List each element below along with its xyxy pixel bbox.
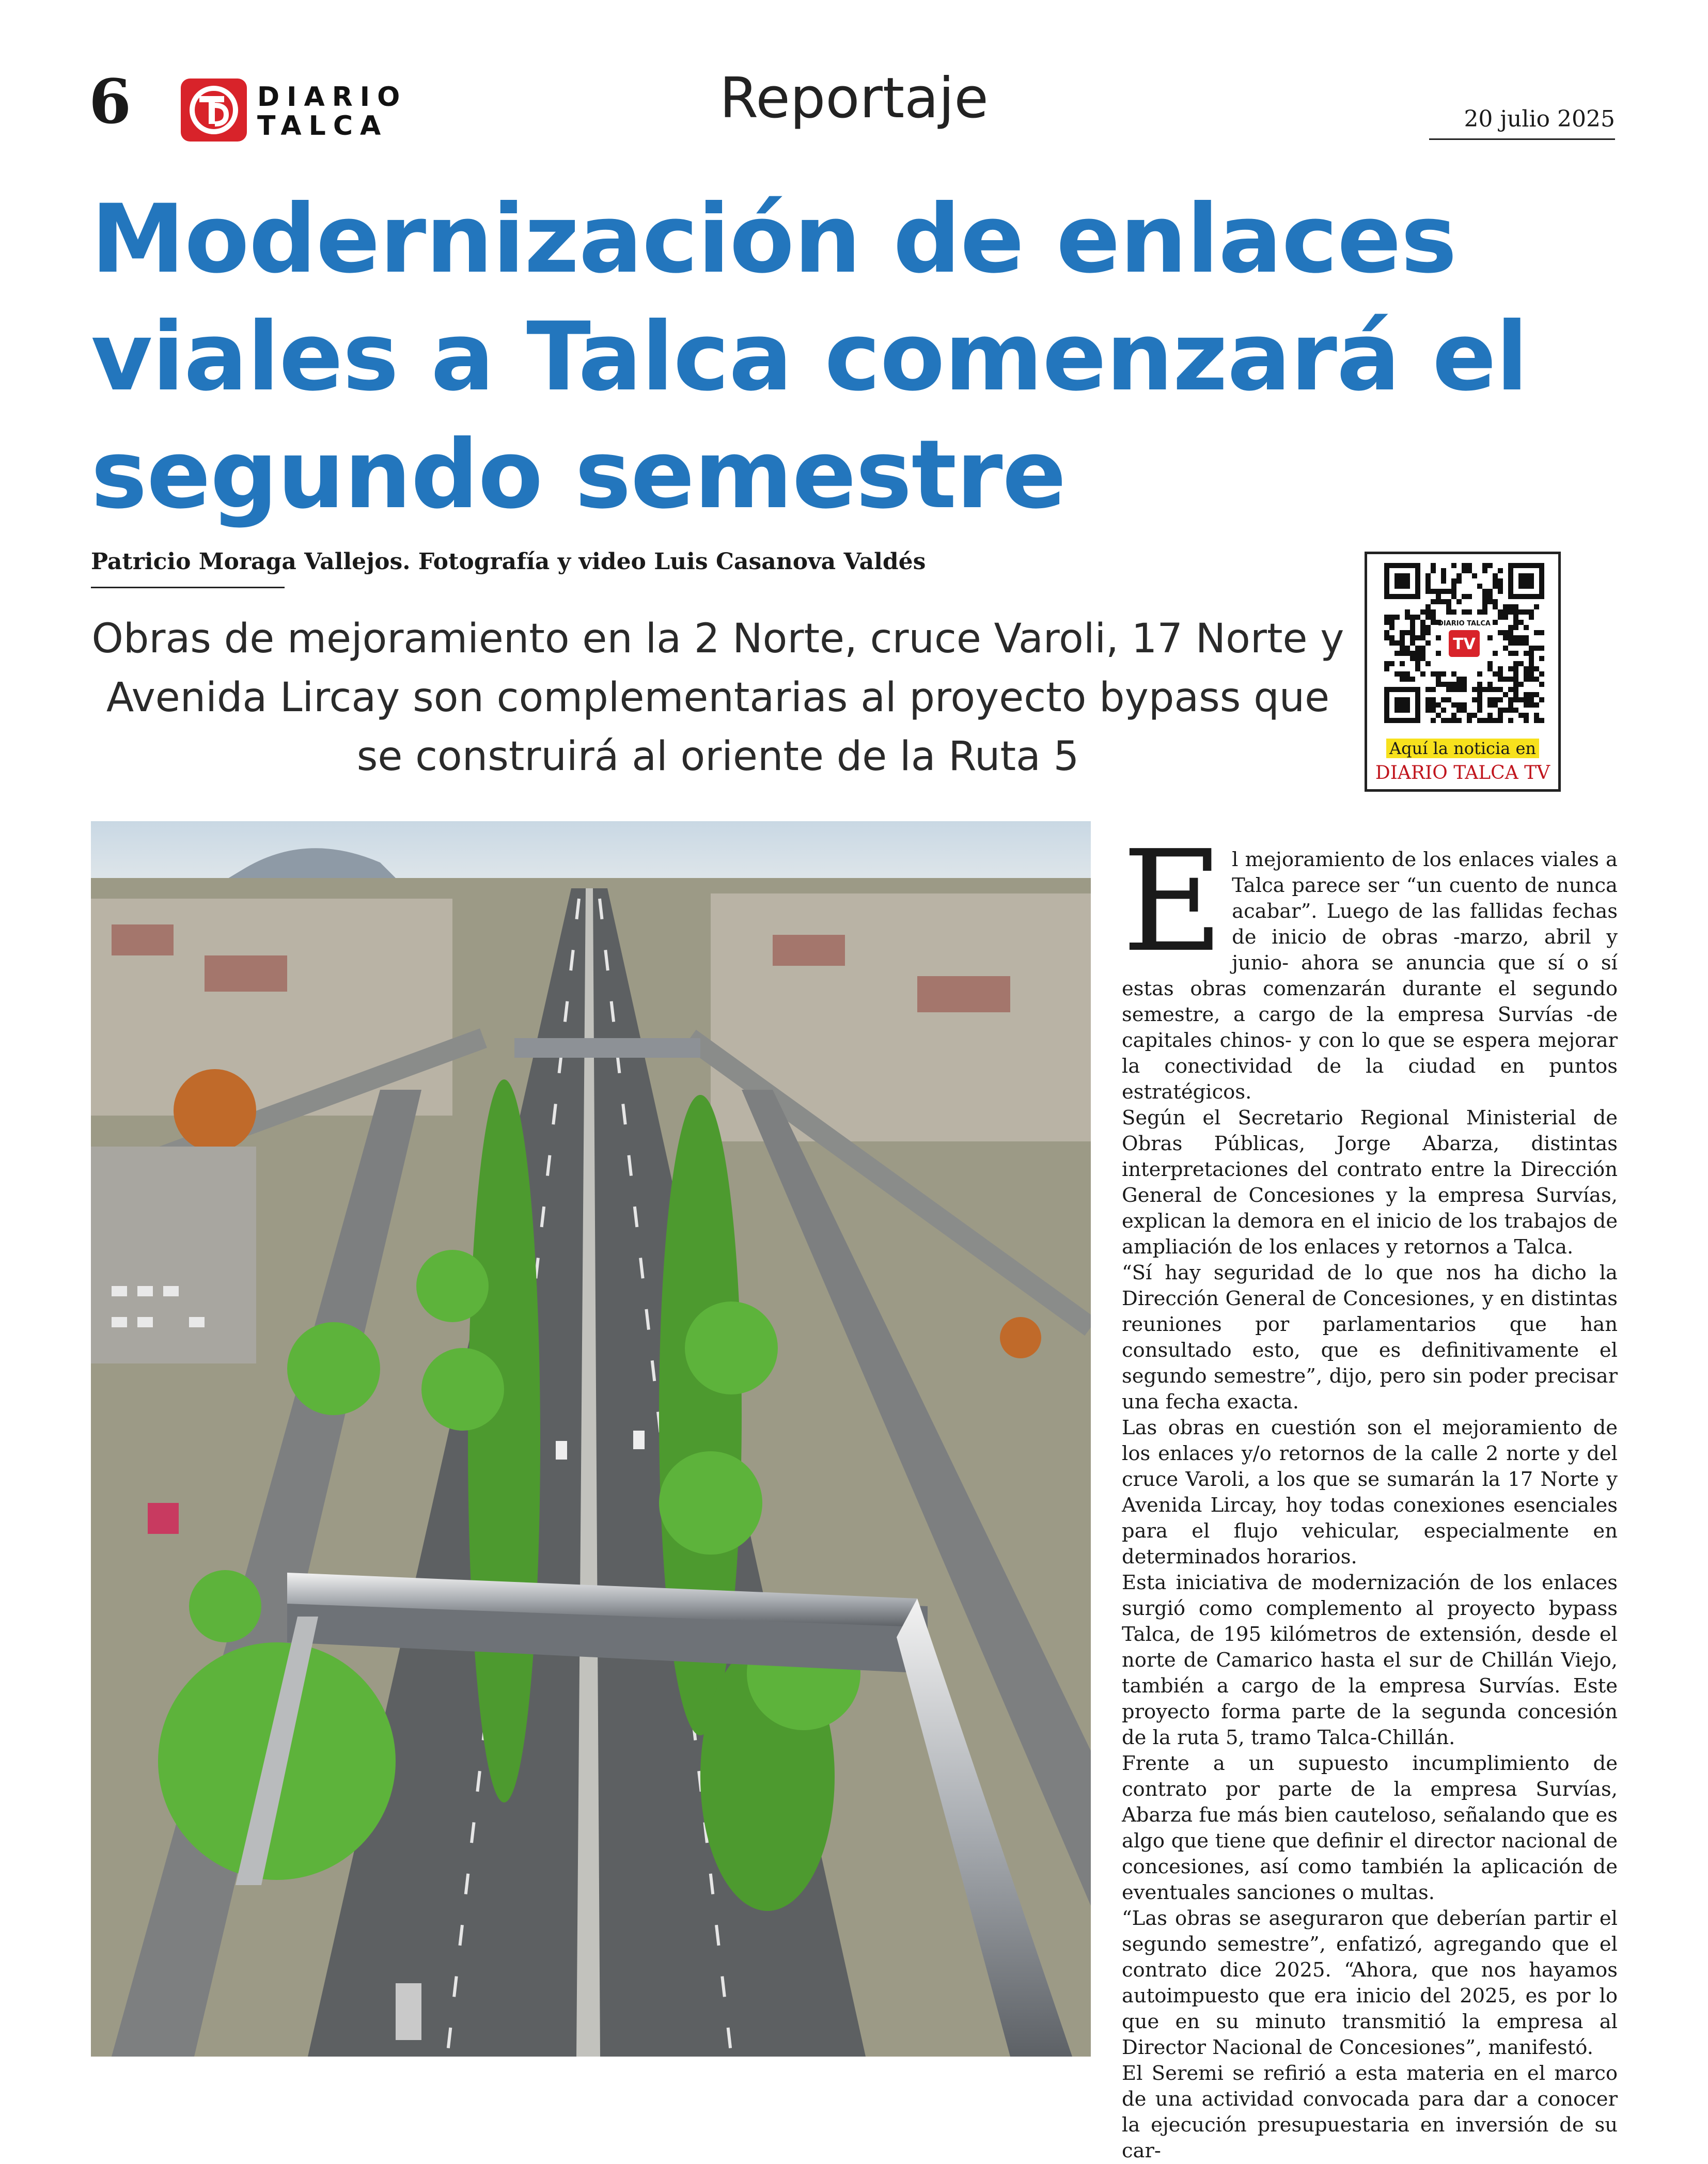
article-paragraph-1: l mejoramiento de los enlaces viales a Talca parece ser “un cuento de nunca acabar”. Luego de las fallidas fechas de inicio de obras -marzo, abril y junio- ahora se anuncia que sí o sí estas obras comenzarán durante el segundo semestre, a cargo de la empresa Survías -de capitales chinos- y con lo que se espera mejorar la conectividad de la ciudad en puntos estratégicos. (1122, 848, 1618, 1104)
qr-caption-highlight: Aquí la noticia en (1386, 739, 1539, 758)
qr-caption-line2[interactable]: DIARIO TALCA TV (1375, 762, 1550, 783)
article-paragraph-7: “Las obras se aseguraron que deberían partir el segundo semestre”, enfatizó, agregando que el contrato dice 2025. “Ahora, que nos hayamos autoimpuesto que era inicio del 2025, es por lo que en su minuto transmitió la empresa al Director Nacional de Concesiones”, manifestó. (1122, 1907, 1618, 2059)
article-paragraph-4: Las obras en cuestión son el mejoramiento de los enlaces y/o retornos de la calle 2 norte y del cruce Varoli, a los que se sumarán la 17 Norte y Avenida Lircay, hoy todas conexiones esenciales para el flujo vehicular, especialmente en determinados horarios. (1122, 1416, 1618, 1569)
qr-center-label: DIARIO TALCA (1438, 620, 1491, 628)
article-paragraph-3: “Sí hay seguridad de lo que nos ha dicho la Dirección General de Concesiones, y en distintas reuniones por parlamentarios que han consultado esto, que es definitivamente el segundo semestre”, dijo, pero sin poder precisar una fecha exacta. (1122, 1261, 1618, 1414)
article-paragraph-2: Según el Secretario Regional Ministerial de Obras Públicas, Jorge Abarza, distintas interpretaciones del contrato entre la Dirección General de Concesiones y la empresa Survías, explican la demora en el inicio de los trabajos de ampliación de los enlaces y retornos a Talca. (1122, 1106, 1618, 1259)
issue-date: 20 julio 2025 (1464, 106, 1615, 132)
section-title: Reportaje (719, 66, 989, 131)
byline-underline (91, 587, 285, 588)
article-paragraph-6: Frente a un supuesto incumplimiento de contrato por parte de la empresa Survías, Abarza fue más bien cauteloso, señalando que es algo que tiene que definir el director nacional de concesiones, así como también la aplicación de eventuales sanciones o multas. (1122, 1752, 1618, 1904)
article-paragraph-8: El Seremi se refirió a esta materia en el marco de una actividad convocada para dar a conocer la ejecución presupuestaria en inversión de su car- (1122, 2062, 1618, 2162)
qr-code-icon[interactable] (1384, 563, 1544, 723)
qr-caption-line1 (1374, 739, 1552, 758)
page-number: 6 (89, 66, 132, 137)
logo-line-2: TALCA (257, 111, 388, 142)
qr-tv-label: TV (1453, 635, 1476, 653)
date-underline (1429, 138, 1615, 140)
deck-subtitle: Obras de mejoramiento en la 2 Norte, cruce Varoli, 17 Norte y Avenida Lircay son complementarias al proyecto bypass que se construirá al oriente de la Ruta 5 (91, 616, 1344, 780)
article-paragraph-5: Esta iniciativa de modernización de los enlaces surgió como complemento al proyecto bypass Talca, de 195 kilómetros de extensión, desde el norte de Camarico hasta el sur de Chillán Viejo, también a cargo de la empresa Survías. Este proyecto forma parte de la segunda concesión de la ruta 5, tramo Talca-Chillán. (1122, 1571, 1618, 1749)
aerial-highway-photo (91, 821, 1091, 2057)
byline: Patricio Moraga Vallejos. Fotografía y video Luis Casanova Valdés (91, 548, 926, 575)
drop-cap: E (1122, 820, 1224, 983)
article-body (1122, 820, 1618, 2164)
logo-line-1: DIARIO (257, 82, 408, 113)
headline: Modernización de enlaces viales a Talca comenzará el segundo semestre (91, 184, 1528, 530)
